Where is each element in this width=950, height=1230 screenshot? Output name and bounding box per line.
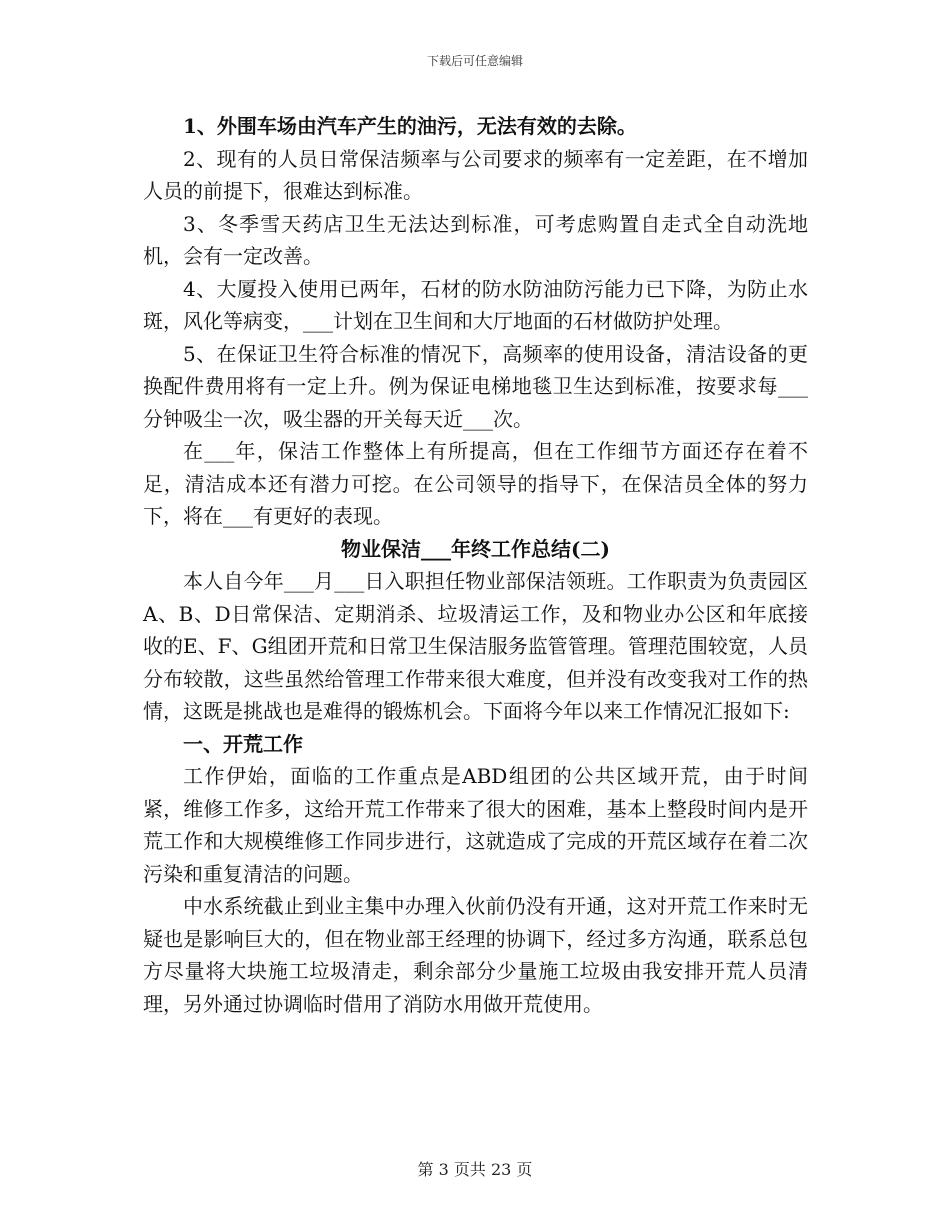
paragraph-conclusion: 在___年，保洁工作整体上有所提高，但在工作细节方面还存在着不足，清洁成本还有潜力可挖。在公司领导的指导下，在保洁员全体的努力下，将在___有更好的表现。 xyxy=(143,439,808,528)
paragraph-issue-5: 5、在保证卫生符合标准的情况下，高频率的使用设备，清洁设备的更换配件费用将有一定上升。例为保证电梯地毯卫生达到标准，按要求每___分钟吸尘一次，吸尘器的开关每天近___次。 xyxy=(143,341,808,431)
paragraph-intro: 本人自今年___月___日入职担任物业部保洁领班。工作职责为负责园区A、B、D日常保洁、定期消杀、垃圾清运工作，及和物业办公区和年底接收的E、F、G组团开荒和日常卫生保洁服务监管管理。管理范围较宽，人员分布较散，这些虽然给管理工作带来很大难度，但并没有改变我对工作的热情，这既是挑战也是难得的锻炼机会。下面将今年以来工作情况汇报如下: xyxy=(143,569,808,723)
paragraph-issue-3: 3、冬季雪天药店卫生无法达到标准，可考虑购置自走式全自动洗地机，会有一定改善。 xyxy=(143,211,808,268)
paragraph-land-clearing-1: 工作伊始，面临的工作重点是ABD组团的公共区域开荒，由于时间紧，维修工作多，这给开荒工作带来了很大的困难，基本上整段时间内是开荒工作和大规模维修工作同步进行，这就造成了完成的开荒区域存在着二次污染和重复清洁的问题。 xyxy=(143,764,808,886)
paragraph-issue-1: 1、外围车场由汽车产生的油污，无法有效的去除。 xyxy=(183,114,637,138)
page-header: 下载后可任意编辑 xyxy=(426,54,523,68)
paragraph-issue-4: 4、大厦投入使用已两年，石材的防水防油防污能力已下降，为防止水斑，风化等病变，___计划在卫生间和大厅地面的石材做防护处理。 xyxy=(143,276,808,333)
document-body xyxy=(143,110,808,1020)
page-footer: 第 3 页共 23 页 xyxy=(417,1160,533,1179)
paragraph-issue-2: 2、现有的人员日常保洁频率与公司要求的频率有一定差距，在不增加人员的前提下，很难达到标准。 xyxy=(143,146,808,203)
subheading-land-clearing: 一、开荒工作 xyxy=(183,731,303,756)
paragraph-land-clearing-2: 中水系统截止到业主集中办理入伙前仍没有开通，这对开荒工作来时无疑也是影响巨大的，但在物业部王经理的协调下，经过多方沟通，联系总包方尽量将大块施工垃圾清走，剩余部分少量施工垃圾由我安排开荒人员清理，另外通过协调临时借用了消防水用做开荒使用。 xyxy=(143,894,808,1016)
section-title: 物业保洁___年终工作总结(二) xyxy=(341,536,610,561)
